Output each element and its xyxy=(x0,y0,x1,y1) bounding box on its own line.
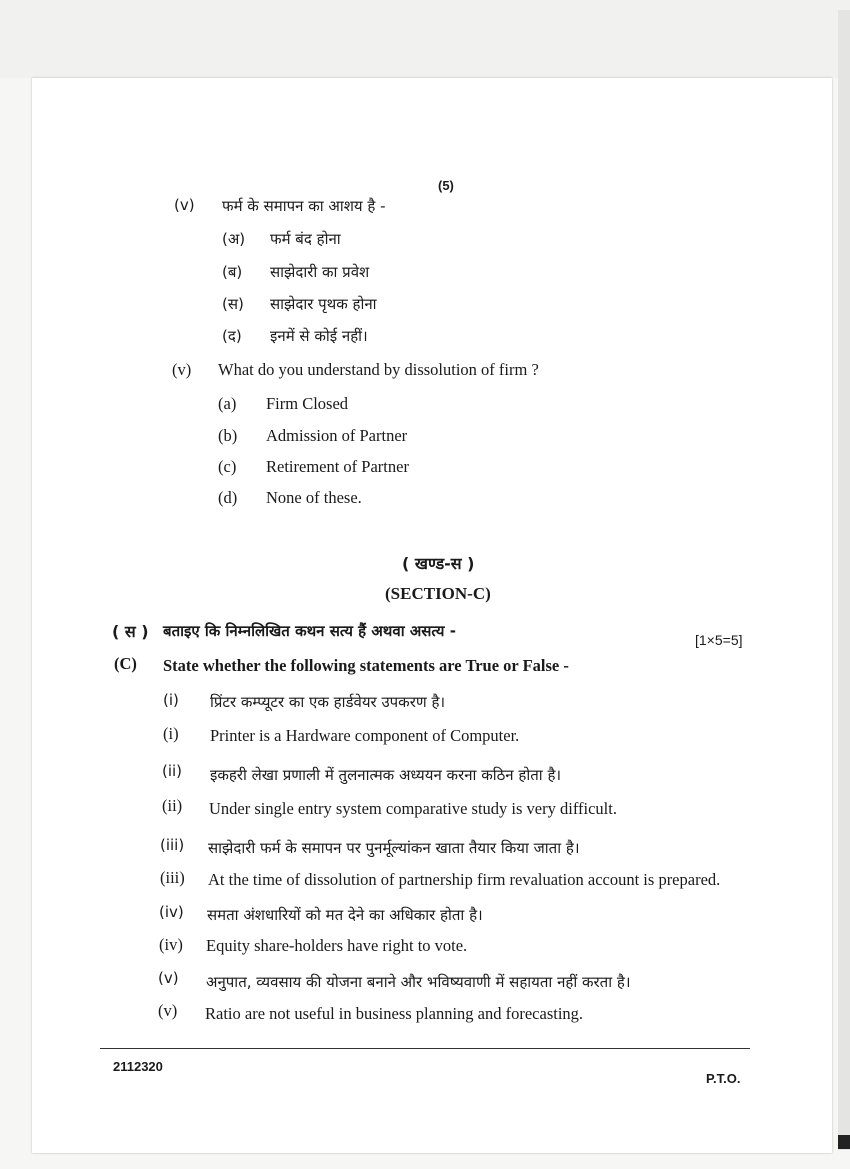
option-text-hi: साझेदारी का प्रवेश xyxy=(270,263,370,281)
statement-number-en: (v) xyxy=(158,1001,178,1020)
option-text-en: Admission of Partner xyxy=(266,426,408,445)
question-text-hi: फर्म के समापन का आशय है - xyxy=(222,197,386,215)
option-label-hi: (अ) xyxy=(222,230,246,248)
statement-number-en: (i) xyxy=(163,724,179,743)
option-text-en: Retirement of Partner xyxy=(266,457,409,476)
statement-text-en: At the time of dissolution of partnership firm revaluation account is prepared. xyxy=(208,870,721,889)
option-text-hi: फर्म बंद होना xyxy=(270,230,341,248)
option-label-en: (d) xyxy=(218,488,238,507)
statement-number-hi: (iv) xyxy=(159,903,184,921)
statement-text-hi: इकहरी लेखा प्रणाली में तुलनात्मक अध्ययन करना कठिन होता है। xyxy=(210,766,562,784)
scan-edge xyxy=(838,10,850,1150)
section-title-en: (SECTION-C) xyxy=(385,584,491,603)
instruction-en: State whether the following statements are True or False - xyxy=(163,656,569,675)
page-number: (5) xyxy=(438,178,454,193)
statement-text-hi: अनुपात, व्यवसाय की योजना बनाने और भविष्यवाणी में सहायता नहीं करता है। xyxy=(206,973,631,991)
statement-number-hi: (i) xyxy=(163,691,179,709)
footer-divider xyxy=(100,1048,750,1049)
statement-text-hi: साझेदारी फर्म के समापन पर पुनर्मूल्यांकन खाता तैयार किया जाता है। xyxy=(208,839,580,857)
option-text-en: None of these. xyxy=(266,488,362,507)
section-label-hi: ( स ) xyxy=(112,622,149,641)
paper-code: 2112320 xyxy=(113,1059,163,1074)
statement-text-hi: प्रिंटर कम्प्यूटर का एक हार्डवेयर उपकरण है। xyxy=(210,693,446,711)
option-label-hi: (द) xyxy=(222,327,242,345)
statement-number-en: (ii) xyxy=(162,796,183,815)
question-number-hi: (v) xyxy=(174,196,195,214)
statement-number-en: (iv) xyxy=(159,935,183,954)
statement-number-hi: (iii) xyxy=(160,836,185,854)
instruction-hi: बताइए कि निम्नलिखित कथन सत्य हैं अथवा असत्य - xyxy=(163,622,456,640)
scan-edge-mark xyxy=(838,1135,850,1149)
section-title-hi: ( खण्ड-स ) xyxy=(402,554,475,573)
statement-number-hi: (v) xyxy=(158,969,179,987)
scan-background xyxy=(0,0,850,78)
question-text-en: What do you understand by dissolution of firm ? xyxy=(218,360,539,379)
option-text-hi: इनमें से कोई नहीं। xyxy=(270,327,368,345)
option-label-hi: (ब) xyxy=(222,263,243,281)
option-label-en: (c) xyxy=(218,457,237,476)
statement-text-en: Printer is a Hardware component of Computer. xyxy=(210,726,520,745)
section-label-en: (C) xyxy=(114,654,137,673)
question-number-en: (v) xyxy=(172,360,192,379)
marks-badge: [1×5=5] xyxy=(695,632,743,648)
option-label-hi: (स) xyxy=(222,295,244,313)
option-text-hi: साझेदार पृथक होना xyxy=(270,295,377,313)
pto-label: P.T.O. xyxy=(706,1071,741,1086)
option-text-en: Firm Closed xyxy=(266,394,349,413)
option-label-en: (b) xyxy=(218,426,238,445)
statement-number-en: (iii) xyxy=(160,868,185,887)
statement-number-hi: (ii) xyxy=(162,762,183,780)
statement-text-en: Ratio are not useful in business planning and forecasting. xyxy=(205,1004,584,1023)
statement-text-hi: समता अंशधारियों को मत देने का अधिकार होता है। xyxy=(207,906,483,924)
statement-text-en: Under single entry system comparative study is very difficult. xyxy=(209,799,617,818)
option-label-en: (a) xyxy=(218,394,237,413)
statement-text-en: Equity share-holders have right to vote. xyxy=(206,936,468,955)
